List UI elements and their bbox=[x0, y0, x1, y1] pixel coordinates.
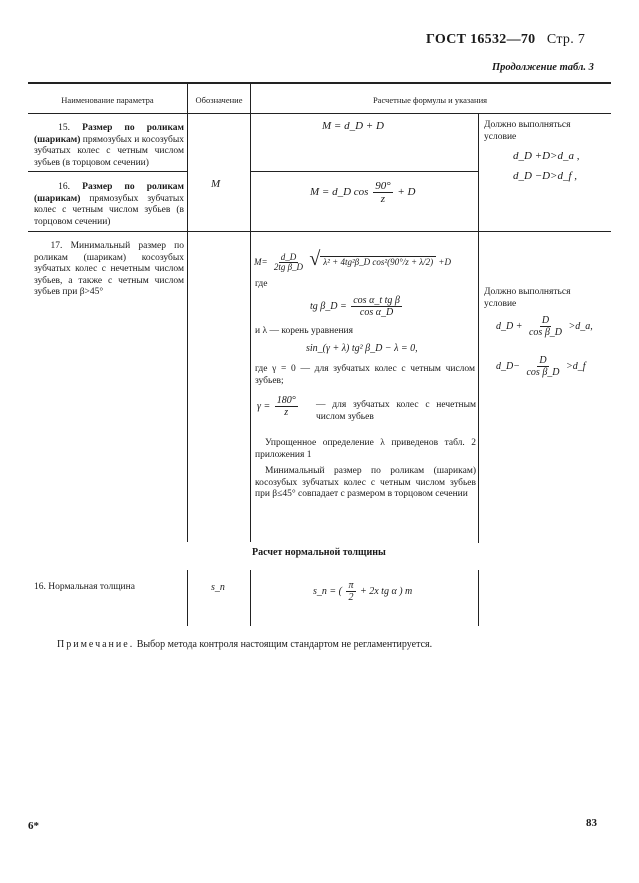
row-17-min-size-note: Минимальный размер по роликам (шарикам) косозубых зубчатых колес с четным числом зубьев при β≤45° совпадает с размером в торцовом сечении bbox=[255, 466, 476, 500]
sqrt-sign: √ bbox=[309, 248, 321, 270]
col-header-symbol: Обозначение bbox=[195, 95, 243, 105]
row-16b-divider-2 bbox=[250, 570, 251, 626]
footnote bbox=[57, 639, 432, 651]
row-17-and-lambda: и λ — корень уравнения bbox=[255, 326, 353, 336]
table-continuation: Продолжение табл. 3 bbox=[492, 62, 594, 73]
footer-left-mark: 6* bbox=[28, 820, 39, 832]
row-17-gamma-odd: — для зубчатых колес с нечетным числом зубьев bbox=[316, 400, 476, 422]
condition-1-line1: d_D +D>d_a , bbox=[513, 150, 580, 162]
row-15-formula: M = d_D + D bbox=[322, 120, 384, 132]
row-16-formula: M = d_D cos $\frac{90^\circ}{z}$ + D bbox=[310, 180, 416, 206]
standard-header bbox=[426, 32, 585, 48]
row-17-lambda-equation: sin_(γ + λ) tg² β_D − λ = 0, bbox=[306, 343, 418, 354]
condition-2-title: Должно выполняться условие bbox=[484, 287, 571, 309]
row-16b-divider-3 bbox=[478, 570, 479, 626]
row-17-main-formula: M= $\frac{d\_D}{\text{2tg β\_D}}$ √ λ² + 4tg²β_D cos²(90°/z + λ/2) +D bbox=[254, 248, 451, 273]
col-header-formulas: Расчетные формулы и указания bbox=[372, 95, 488, 105]
row-16b-divider-1 bbox=[187, 570, 188, 626]
row-16-parameter: 16. Размер по роликам (шарикам) прямозубых зубчатых колес с четным числом зубьев (в торцовом сечении) bbox=[34, 182, 185, 227]
row-rule-15-formula bbox=[250, 171, 478, 172]
condition-1-title: Должно выполняться условие bbox=[484, 120, 571, 142]
row-16-symbol: M bbox=[211, 178, 221, 190]
condition-2-line1: d_D + $\frac{D}{\text{cos β\_D}}$ >d_a, bbox=[496, 315, 593, 338]
page-number: 83 bbox=[586, 817, 597, 829]
footnote-text: Выбор метода контроля настоящим стандартом не регламентируется. bbox=[136, 639, 433, 650]
section-title-normal-thickness: Расчет нормальной толщины bbox=[252, 547, 386, 558]
row-17-simplified-note: Упрощенное определение λ приведенов табл. 2 приложения 1 bbox=[255, 438, 476, 460]
row-17-where: где bbox=[255, 279, 268, 289]
standard-number: ГОСТ 16532—70 bbox=[426, 32, 536, 47]
row-16-fraction: $\frac{90^\circ}{z}$ bbox=[375, 180, 391, 206]
table-col-divider-1 bbox=[187, 82, 188, 542]
row-16b-formula: s_n = ( $\frac{\pi}{2}$ + 2x tg α ) m bbox=[313, 580, 413, 603]
condition-2-line2: d_D− $\frac{D}{\text{cos β\_D}}$ >d_f bbox=[496, 355, 586, 378]
table-col-divider-2 bbox=[250, 82, 251, 542]
table-header-rule bbox=[28, 113, 611, 114]
row-17-parameter: 17. Минимальный размер по роликам (шарикам) косозубых зубчатых колес с нечетным числом зубьев, а также с четным числом зубьев при β>45° bbox=[34, 241, 185, 298]
row-rule-16 bbox=[28, 231, 611, 232]
row-17-tg-formula: tg β_D = $\frac{\text{cos α\_t tg β}}{\text{cos α\_D}}$ bbox=[310, 295, 400, 318]
row-15-parameter: 15. Размер по роликам (шарикам) прямозубых и косозубых зубчатых колес с четным числом зубьев (в торцовом сечении) bbox=[34, 123, 185, 168]
table-col-divider-3 bbox=[478, 113, 479, 543]
page-label: Стр. 7 bbox=[546, 32, 586, 47]
col-header-parameter: Наименование параметра bbox=[61, 95, 154, 105]
row-17-gamma-formula: γ = $\frac{180^\circ}{z}$ bbox=[257, 395, 296, 418]
sqrt-body: λ² + 4tg²β_D cos²(90°/z + λ/2) bbox=[320, 256, 436, 267]
condition-1-line2: d_D −D>d_f , bbox=[513, 170, 578, 182]
footnote-label: Примечание. bbox=[57, 639, 135, 650]
row-16b-parameter: 16. Нормальная толщина bbox=[34, 582, 135, 592]
row-16b-symbol: s_n bbox=[211, 582, 225, 593]
row-rule-15 bbox=[28, 171, 188, 172]
row-17-gamma-zero: где γ = 0 — для зубчатых колес с четным числом зубьев; bbox=[255, 364, 475, 386]
table-top-rule bbox=[28, 82, 611, 84]
